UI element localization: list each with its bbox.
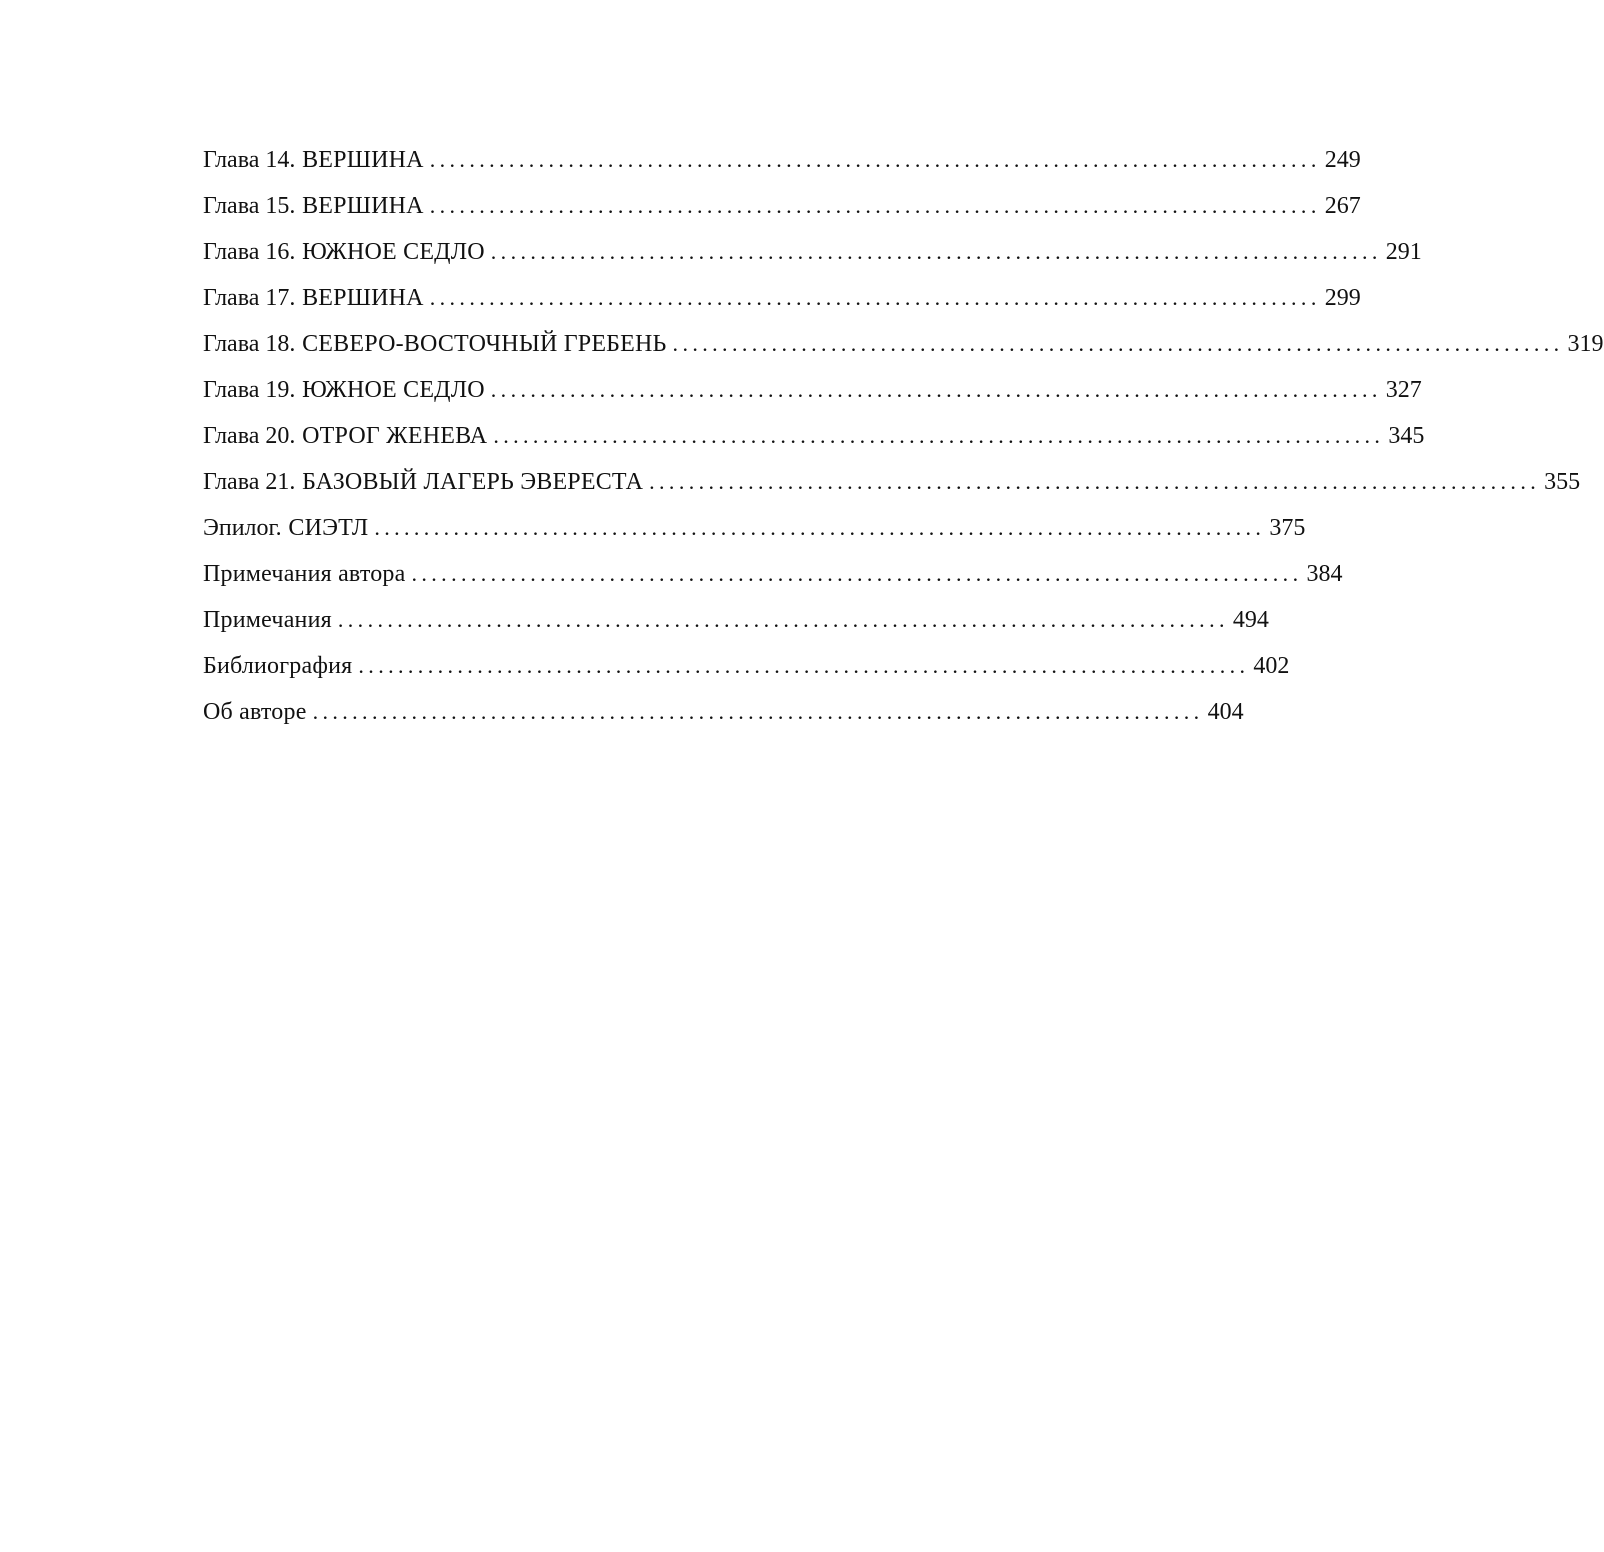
toc-entry-prefix: Глава 19. [203, 377, 296, 403]
dot-leader: .......................................................................................... [411, 561, 1303, 586]
toc-entry-title: ЮЖНОЕ СЕДЛО [302, 377, 485, 403]
dot-leader: .......................................................................................... [490, 239, 1382, 264]
toc-entry-page-number: 267 [1324, 193, 1361, 219]
toc-entry-epilogue[interactable] [203, 499, 1306, 545]
dot-leader: .......................................................................................... [672, 331, 1564, 356]
toc-entry-page-number: 319 [1567, 331, 1604, 357]
toc-entry-bibliography[interactable] [203, 637, 1290, 683]
toc-entry-label [203, 235, 485, 269]
toc-entry-title: ЮЖНОЕ СЕДЛО [302, 239, 485, 265]
toc-entry-title: Библиография [203, 653, 353, 679]
toc-entry-label [203, 557, 405, 591]
dot-leader: .......................................................................................... [493, 423, 1385, 448]
toc-entry-prefix: Глава 15. [203, 193, 296, 219]
toc-entry-page-number: 355 [1544, 469, 1581, 495]
dot-leader: .......................................................................................... [649, 469, 1541, 494]
dot-leader: .......................................................................................... [429, 193, 1321, 218]
toc-entry-label [203, 419, 487, 453]
toc-entry-chapter-14[interactable] [203, 131, 1361, 177]
toc-entry-prefix: Глава 14. [203, 147, 296, 173]
toc-entry-title: БАЗОВЫЙ ЛАГЕРЬ ЭВЕРЕСТА [302, 469, 644, 495]
dot-leader: .......................................................................................... [429, 285, 1321, 310]
toc-entry-title: СЕВЕРО-ВОСТОЧНЫЙ ГРЕБЕНЬ [302, 331, 667, 357]
toc-entry-label [203, 511, 368, 545]
dot-leader: .......................................................................................... [358, 653, 1250, 678]
toc-entry-page-number: 345 [1388, 423, 1425, 449]
toc-entry-title: Примечания [203, 607, 332, 633]
toc-entry-label [203, 281, 424, 315]
toc-entry-prefix: Глава 18. [203, 331, 296, 357]
table-of-contents [203, 131, 1604, 729]
toc-entry-page-number: 384 [1306, 561, 1343, 587]
toc-entry-title: Примечания автора [203, 561, 406, 587]
toc-entry-chapter-18[interactable] [203, 315, 1604, 361]
toc-entry-page-number: 404 [1207, 699, 1244, 725]
toc-entry-label [203, 695, 307, 729]
toc-entry-notes[interactable] [203, 591, 1269, 637]
toc-entry-title: ВЕРШИНА [302, 147, 424, 173]
toc-entry-label [203, 373, 485, 407]
toc-entry-author-notes[interactable] [203, 545, 1343, 591]
dot-leader: .......................................................................................... [374, 515, 1266, 540]
toc-entry-page-number: 402 [1253, 653, 1290, 679]
toc-entry-chapter-21[interactable] [203, 453, 1581, 499]
toc-entry-title: СИЭТЛ [288, 515, 369, 541]
dot-leader: .......................................................................................... [490, 377, 1382, 402]
toc-entry-prefix: Глава 20. [203, 423, 296, 449]
toc-entry-chapter-15[interactable] [203, 177, 1361, 223]
toc-entry-title: Об авторе [203, 699, 307, 725]
toc-entry-title: ВЕРШИНА [302, 193, 424, 219]
toc-entry-page-number: 291 [1385, 239, 1422, 265]
toc-entry-label [203, 603, 332, 637]
toc-entry-page-number: 249 [1324, 147, 1361, 173]
dot-leader: .......................................................................................... [312, 699, 1204, 724]
toc-entry-prefix: Глава 16. [203, 239, 296, 265]
toc-entry-page-number: 375 [1269, 515, 1306, 541]
toc-entry-title: ОТРОГ ЖЕНЕВА [302, 423, 488, 449]
dot-leader: .......................................................................................... [337, 607, 1229, 632]
toc-entry-chapter-17[interactable] [203, 269, 1361, 315]
toc-entry-label [203, 649, 352, 683]
toc-entry-page-number: 327 [1385, 377, 1422, 403]
toc-entry-prefix: Глава 17. [203, 285, 296, 311]
toc-entry-chapter-20[interactable] [203, 407, 1425, 453]
toc-entry-title: ВЕРШИНА [302, 285, 424, 311]
toc-entry-prefix: Глава 21. [203, 469, 296, 495]
toc-entry-label [203, 327, 667, 361]
toc-entry-chapter-16[interactable] [203, 223, 1422, 269]
toc-entry-page-number: 494 [1232, 607, 1269, 633]
toc-entry-label [203, 465, 643, 499]
toc-entry-about-author[interactable] [203, 683, 1244, 729]
toc-entry-page-number: 299 [1324, 285, 1361, 311]
toc-entry-label [203, 189, 424, 223]
toc-entry-prefix: Эпилог. [203, 515, 282, 541]
dot-leader: .......................................................................................... [429, 147, 1321, 172]
toc-entry-label [203, 143, 424, 177]
toc-entry-chapter-19[interactable] [203, 361, 1422, 407]
